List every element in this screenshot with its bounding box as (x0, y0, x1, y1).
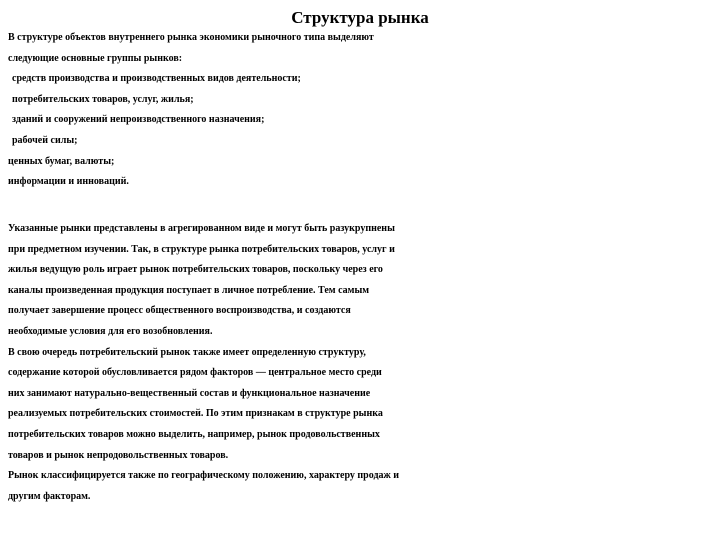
body-line: В свою очередь потребительский рынок также имеет определенную структуру, (8, 346, 366, 358)
body-line: товаров и рынок непродовольственных товаров. (8, 449, 229, 461)
body-text-block (8, 219, 720, 507)
body-line: них занимают натурально-вещественный состав и функциональное назначение (8, 387, 371, 399)
intro-line: следующие основные группы рынков: (8, 52, 183, 64)
market-group-item: зданий и сооружений непроизводственного назначения; (12, 114, 265, 126)
intro-line: В структуре объектов внутреннего рынка экономики рыночного типа выделяют (8, 32, 374, 43)
body-line: Указанные рынки представлены в агрегированном виде и могут быть разукрупнены (8, 223, 395, 234)
body-line: каналы произведенная продукция поступает в личное потребление. Тем самым (8, 284, 370, 296)
body-line: содержание которой обусловливается рядом факторов — центральное место среди (8, 367, 382, 379)
market-group-item: рабочей силы; (12, 134, 78, 146)
body-line: Рынок классифицируется также по географическому положению, характеру продаж и (8, 470, 400, 482)
body-line: другим факторам. (8, 490, 91, 502)
market-group-item: потребительских товаров, услуг, жилья; (12, 93, 194, 105)
body-line: при предметном изучении. Так, в структуре рынка потребительских товаров, услуг и (8, 243, 395, 255)
body-line: реализуемых потребительских стоимостей. По этим признакам в структуре рынка (8, 408, 383, 420)
body-line: необходимые условия для его возобновления. (8, 325, 213, 337)
market-group-item: средств производства и производственных видов деятельности; (12, 73, 301, 85)
body-line: жилья ведущую роль играет рынок потребительских товаров, поскольку через его (8, 264, 383, 276)
slide-title: Структура рынка (291, 8, 429, 27)
market-group-item: информации и инноваций. (8, 176, 129, 188)
body-line: получает завершение процесс общественного воспроизводства, и создаются (8, 305, 351, 317)
market-group-item: ценных бумаг, валюты; (8, 155, 115, 167)
market-groups-block (8, 28, 720, 193)
body-line: потребительских товаров можно выделить, например, рынок продовольственных (8, 428, 380, 440)
